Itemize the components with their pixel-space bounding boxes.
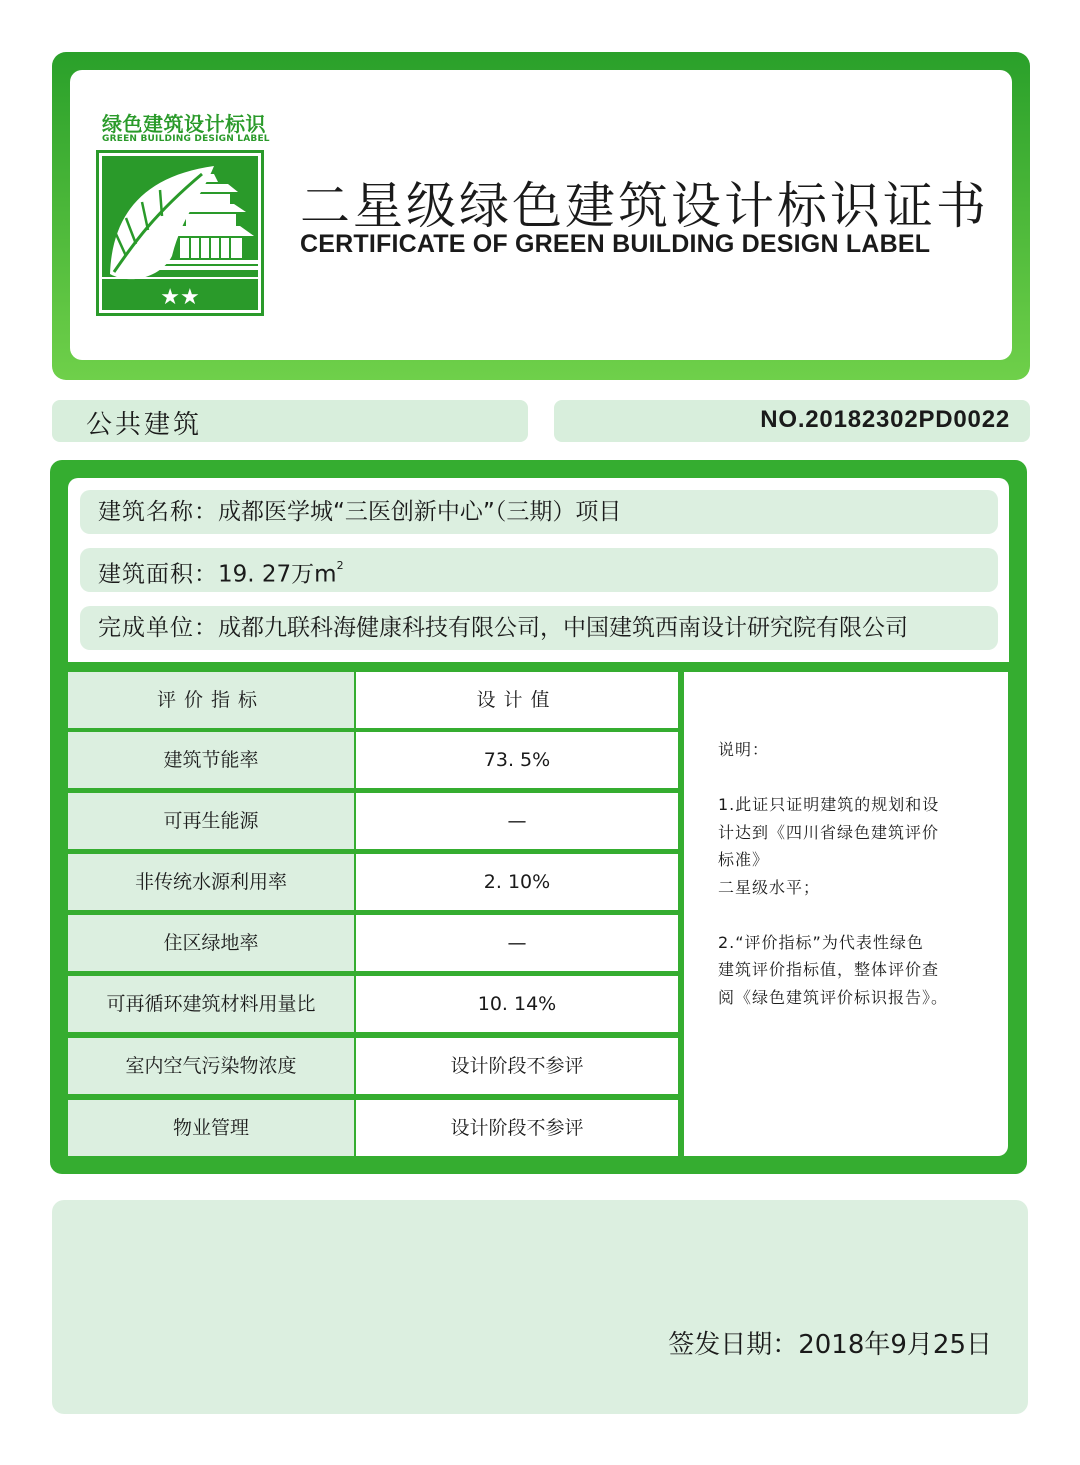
- table-row: [68, 1100, 678, 1156]
- metrics-table: [68, 672, 678, 1156]
- certificate-header: [52, 52, 1030, 380]
- project-name-row: [80, 490, 998, 534]
- notes-panel: [684, 672, 1008, 1156]
- issue-date: 签发日期：2018年9月25日: [668, 1330, 992, 1360]
- metric-value: 设计阶段不参评: [356, 1100, 678, 1156]
- table-header-row: [68, 672, 678, 728]
- cert-number-pill: [554, 400, 1030, 442]
- table-row: [68, 854, 678, 910]
- header-value: 设计值: [356, 672, 678, 728]
- metric-name: 可再生能源: [68, 793, 354, 849]
- project-area-value: 19. 27万m: [218, 561, 337, 588]
- logo-title-en: GREEN BUILDING DESIGN LABEL: [102, 134, 270, 144]
- metric-value: 设计阶段不参评: [356, 1038, 678, 1094]
- project-area-row: [80, 548, 998, 592]
- project-name-value: 成都医学城“三医创新中心”（三期）项目: [218, 499, 622, 525]
- note-line: 阅《绿色建筑评价标识报告》。: [718, 987, 949, 1007]
- header-metric: 评价指标: [68, 672, 354, 728]
- issue-date-panel: [52, 1200, 1028, 1414]
- metric-name: 可再循环建筑材料用量比: [68, 976, 354, 1032]
- table-row: [68, 793, 678, 849]
- temple-leaf-icon: [102, 156, 258, 310]
- table-row: [68, 1038, 678, 1094]
- metric-name: 非传统水源利用率: [68, 854, 354, 910]
- notes-text: [718, 736, 998, 1011]
- project-area-label: 建筑面积：: [98, 561, 218, 588]
- category-pill: [52, 400, 528, 442]
- metric-value: 10. 14%: [356, 976, 678, 1032]
- table-row: [68, 732, 678, 788]
- logo-title-cn: 绿色建筑设计标识: [102, 112, 266, 136]
- project-unit-label: 完成单位：: [98, 615, 218, 641]
- certificate-title-cn: 二星级绿色建筑设计标识证书: [300, 177, 989, 235]
- metric-name: 住区绿地率: [68, 915, 354, 971]
- table-row: [68, 915, 678, 971]
- green-building-logo: [96, 150, 264, 316]
- metric-name: 物业管理: [68, 1100, 354, 1156]
- notes-title: 说明：: [718, 740, 770, 759]
- metric-value: —: [356, 793, 678, 849]
- building-category: 公共建筑: [86, 410, 203, 440]
- metric-name: 室内空气污染物浓度: [68, 1038, 354, 1094]
- note-line: 建筑评价指标值，整体评价查: [718, 960, 940, 979]
- note-line: 1.此证只证明建筑的规划和设: [718, 795, 940, 814]
- header-panel: [70, 70, 1012, 360]
- metric-name: 建筑节能率: [68, 732, 354, 788]
- note-line: 标准》: [718, 850, 770, 869]
- certificate-title-en: CERTIFICATE OF GREEN BUILDING DESIGN LABEL: [300, 230, 931, 258]
- metric-value: 73. 5%: [356, 732, 678, 788]
- table-row: [68, 976, 678, 1032]
- metric-value: 2. 10%: [356, 854, 678, 910]
- area-superscript: 2: [336, 559, 344, 572]
- project-name-label: 建筑名称：: [98, 499, 218, 525]
- note-line: 二星级水平；: [718, 877, 821, 897]
- metric-value: —: [356, 915, 678, 971]
- project-info: [68, 478, 1009, 662]
- certificate-body: [50, 460, 1027, 1174]
- note-line: 计达到《四川省绿色建筑评价: [718, 822, 940, 842]
- project-unit-value: 成都九联科海健康科技有限公司，中国建筑西南设计研究院有限公司: [218, 615, 908, 641]
- certificate-number: NO.20182302PD0022: [760, 406, 1010, 433]
- note-line: 2.“评价指标”为代表性绿色: [718, 932, 924, 952]
- logo-stars: ★★: [160, 285, 200, 310]
- project-unit-row: [80, 606, 998, 650]
